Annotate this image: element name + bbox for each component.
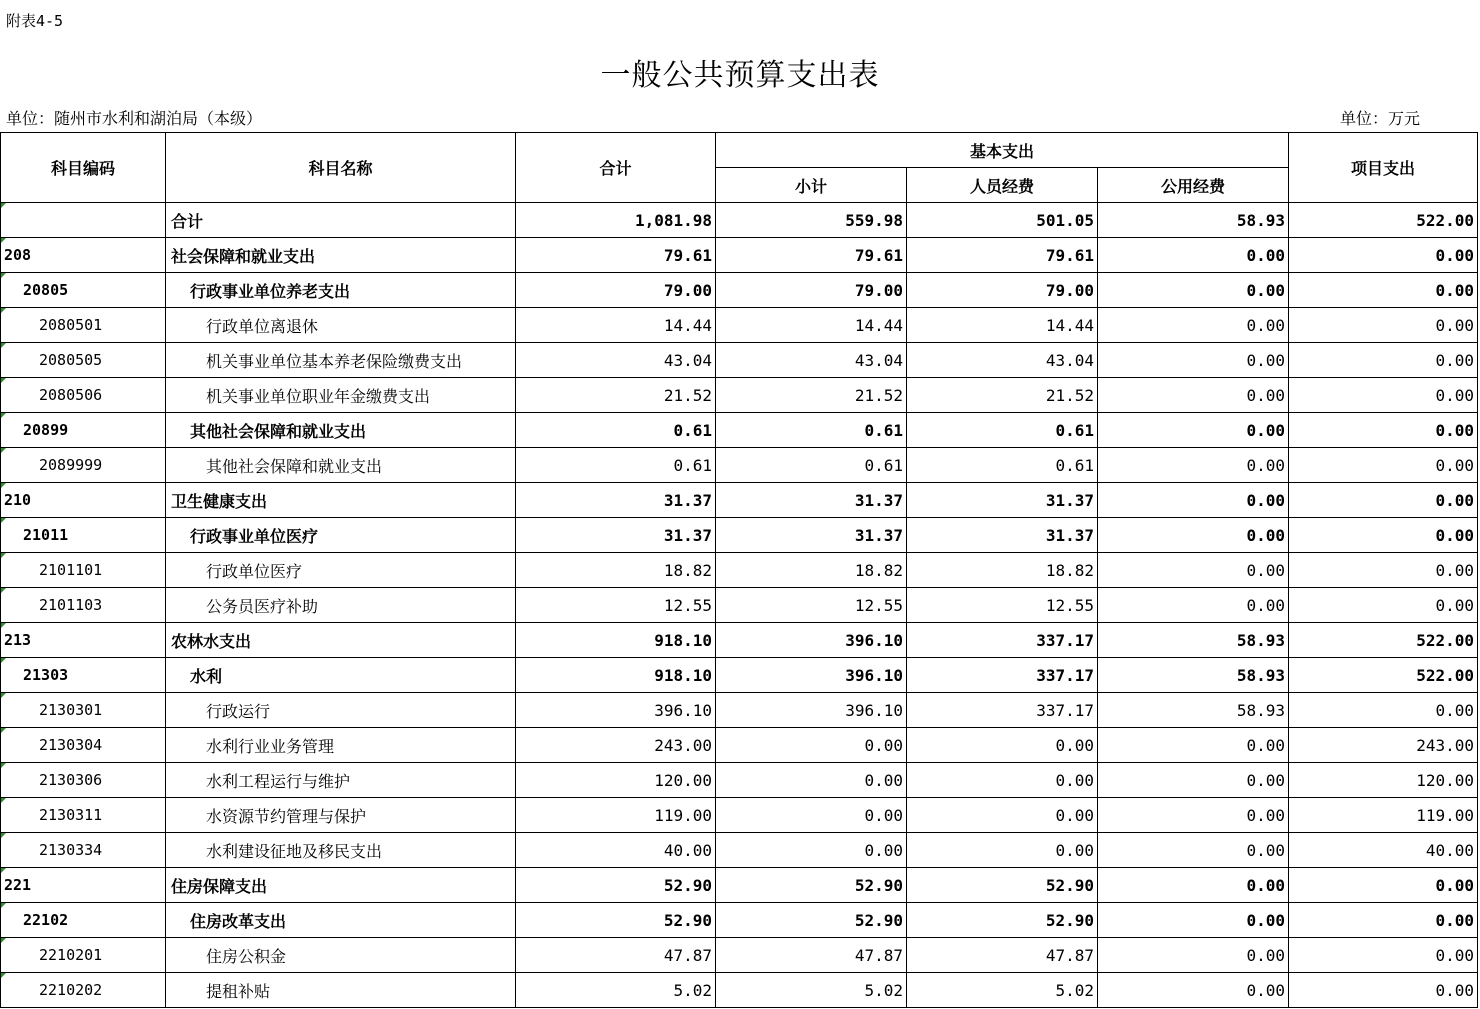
cell-subtotal: 0.00 [716, 728, 907, 763]
cell-total: 120.00 [516, 763, 716, 798]
cell-personnel: 12.55 [907, 588, 1098, 623]
cell-project: 0.00 [1289, 973, 1478, 1008]
cell-public: 0.00 [1098, 728, 1289, 763]
table-row [1, 518, 1478, 553]
cell-personnel: 79.61 [907, 238, 1098, 273]
table-row [1, 273, 1478, 308]
cell-public: 0.00 [1098, 343, 1289, 378]
cell-personnel: 0.00 [907, 833, 1098, 868]
cell-code: 210 [1, 483, 166, 518]
cell-personnel: 52.90 [907, 903, 1098, 938]
cell-subtotal: 47.87 [716, 938, 907, 973]
cell-project: 0.00 [1289, 693, 1478, 728]
cell-subtotal: 0.61 [716, 413, 907, 448]
cell-code: 208 [1, 238, 166, 273]
cell-name: 农林水支出 [166, 623, 516, 658]
cell-code [1, 203, 166, 238]
cell-project: 0.00 [1289, 518, 1478, 553]
cell-name: 住房改革支出 [166, 903, 516, 938]
cell-code: 2080506 [1, 378, 166, 413]
table-row [1, 728, 1478, 763]
cell-total: 918.10 [516, 658, 716, 693]
cell-subtotal: 0.00 [716, 833, 907, 868]
table-row [1, 203, 1478, 238]
cell-code: 2080505 [1, 343, 166, 378]
cell-project: 0.00 [1289, 273, 1478, 308]
table-row [1, 238, 1478, 273]
cell-name: 合计 [166, 203, 516, 238]
cell-code: 2089999 [1, 448, 166, 483]
budget-table [0, 132, 1478, 1008]
cell-public: 0.00 [1098, 483, 1289, 518]
cell-public: 0.00 [1098, 588, 1289, 623]
cell-personnel: 5.02 [907, 973, 1098, 1008]
cell-personnel: 337.17 [907, 693, 1098, 728]
cell-project: 522.00 [1289, 658, 1478, 693]
cell-name: 行政单位医疗 [166, 553, 516, 588]
cell-total: 243.00 [516, 728, 716, 763]
table-body [1, 203, 1478, 1008]
cell-personnel: 79.00 [907, 273, 1098, 308]
cell-subtotal: 31.37 [716, 483, 907, 518]
cell-project: 0.00 [1289, 448, 1478, 483]
cell-code: 2210202 [1, 973, 166, 1008]
cell-project: 119.00 [1289, 798, 1478, 833]
cell-name: 公务员医疗补助 [166, 588, 516, 623]
cell-code: 21011 [1, 518, 166, 553]
cell-personnel: 0.00 [907, 728, 1098, 763]
cell-total: 396.10 [516, 693, 716, 728]
table-row [1, 833, 1478, 868]
cell-total: 21.52 [516, 378, 716, 413]
cell-name: 水资源节约管理与保护 [166, 798, 516, 833]
cell-subtotal: 79.00 [716, 273, 907, 308]
table-row [1, 553, 1478, 588]
cell-total: 52.90 [516, 903, 716, 938]
cell-personnel: 47.87 [907, 938, 1098, 973]
table-row [1, 763, 1478, 798]
cell-public: 0.00 [1098, 448, 1289, 483]
cell-personnel: 337.17 [907, 658, 1098, 693]
attachment-note: 附表4-5 [6, 12, 64, 30]
cell-total: 18.82 [516, 553, 716, 588]
table-row [1, 623, 1478, 658]
cell-total: 918.10 [516, 623, 716, 658]
table-row [1, 868, 1478, 903]
cell-code: 2210201 [1, 938, 166, 973]
table-row [1, 413, 1478, 448]
cell-subtotal: 12.55 [716, 588, 907, 623]
cell-subtotal: 52.90 [716, 903, 907, 938]
table-row [1, 483, 1478, 518]
cell-project: 120.00 [1289, 763, 1478, 798]
cell-project: 0.00 [1289, 238, 1478, 273]
cell-name: 住房公积金 [166, 938, 516, 973]
cell-code: 21303 [1, 658, 166, 693]
cell-total: 31.37 [516, 483, 716, 518]
table-header [1, 133, 1478, 203]
cell-name: 行政事业单位养老支出 [166, 273, 516, 308]
cell-subtotal: 396.10 [716, 623, 907, 658]
cell-project: 0.00 [1289, 378, 1478, 413]
cell-subtotal: 14.44 [716, 308, 907, 343]
page-title: 一般公共预算支出表 [600, 58, 880, 93]
cell-subtotal: 21.52 [716, 378, 907, 413]
header-code: 科目编码 [1, 133, 166, 203]
cell-code: 2101101 [1, 553, 166, 588]
cell-subtotal: 79.61 [716, 238, 907, 273]
unit-organization: 单位：随州市水利和湖泊局（本级） [6, 109, 263, 128]
cell-total: 0.61 [516, 413, 716, 448]
unit-currency: 单位：万元 [1340, 109, 1421, 128]
cell-subtotal: 43.04 [716, 343, 907, 378]
cell-name: 水利行业业务管理 [166, 728, 516, 763]
table-row [1, 378, 1478, 413]
cell-code: 2130306 [1, 763, 166, 798]
cell-public: 0.00 [1098, 833, 1289, 868]
cell-code: 221 [1, 868, 166, 903]
cell-code: 2130311 [1, 798, 166, 833]
cell-personnel: 0.00 [907, 763, 1098, 798]
cell-project: 0.00 [1289, 868, 1478, 903]
cell-personnel: 501.05 [907, 203, 1098, 238]
cell-subtotal: 0.00 [716, 763, 907, 798]
cell-name: 水利建设征地及移民支出 [166, 833, 516, 868]
cell-name: 水利 [166, 658, 516, 693]
cell-public: 0.00 [1098, 798, 1289, 833]
cell-name: 提租补贴 [166, 973, 516, 1008]
cell-name: 水利工程运行与维护 [166, 763, 516, 798]
cell-project: 40.00 [1289, 833, 1478, 868]
cell-public: 0.00 [1098, 553, 1289, 588]
cell-public: 0.00 [1098, 938, 1289, 973]
cell-code: 2101103 [1, 588, 166, 623]
cell-total: 79.61 [516, 238, 716, 273]
cell-name: 其他社会保障和就业支出 [166, 448, 516, 483]
cell-total: 47.87 [516, 938, 716, 973]
cell-total: 12.55 [516, 588, 716, 623]
cell-total: 1,081.98 [516, 203, 716, 238]
cell-personnel: 18.82 [907, 553, 1098, 588]
cell-subtotal: 0.00 [716, 798, 907, 833]
cell-name: 卫生健康支出 [166, 483, 516, 518]
cell-project: 0.00 [1289, 483, 1478, 518]
cell-personnel: 43.04 [907, 343, 1098, 378]
cell-subtotal: 559.98 [716, 203, 907, 238]
table-row [1, 448, 1478, 483]
cell-subtotal: 0.61 [716, 448, 907, 483]
cell-public: 0.00 [1098, 273, 1289, 308]
table-row [1, 973, 1478, 1008]
cell-subtotal: 396.10 [716, 658, 907, 693]
cell-project: 0.00 [1289, 553, 1478, 588]
cell-code: 2130301 [1, 693, 166, 728]
cell-code: 2080501 [1, 308, 166, 343]
cell-code: 22102 [1, 903, 166, 938]
cell-subtotal: 396.10 [716, 693, 907, 728]
cell-project: 0.00 [1289, 413, 1478, 448]
cell-personnel: 0.61 [907, 448, 1098, 483]
cell-public: 0.00 [1098, 308, 1289, 343]
cell-public: 0.00 [1098, 903, 1289, 938]
cell-subtotal: 31.37 [716, 518, 907, 553]
cell-code: 2130304 [1, 728, 166, 763]
cell-personnel: 52.90 [907, 868, 1098, 903]
cell-code: 2130334 [1, 833, 166, 868]
cell-project: 0.00 [1289, 938, 1478, 973]
cell-total: 43.04 [516, 343, 716, 378]
cell-total: 0.61 [516, 448, 716, 483]
table-row [1, 658, 1478, 693]
table-row [1, 588, 1478, 623]
header-basic: 基本支出 [716, 133, 1289, 168]
cell-public: 58.93 [1098, 693, 1289, 728]
cell-personnel: 337.17 [907, 623, 1098, 658]
cell-total: 119.00 [516, 798, 716, 833]
cell-code: 213 [1, 623, 166, 658]
cell-subtotal: 52.90 [716, 868, 907, 903]
cell-public: 0.00 [1098, 238, 1289, 273]
header-public: 公用经费 [1098, 168, 1289, 203]
cell-name: 住房保障支出 [166, 868, 516, 903]
cell-project: 0.00 [1289, 588, 1478, 623]
header-name: 科目名称 [166, 133, 516, 203]
cell-name: 机关事业单位基本养老保险缴费支出 [166, 343, 516, 378]
header-total: 合计 [516, 133, 716, 203]
cell-code: 20899 [1, 413, 166, 448]
cell-project: 0.00 [1289, 903, 1478, 938]
cell-public: 58.93 [1098, 203, 1289, 238]
cell-total: 14.44 [516, 308, 716, 343]
cell-name: 机关事业单位职业年金缴费支出 [166, 378, 516, 413]
cell-project: 243.00 [1289, 728, 1478, 763]
cell-name: 行政事业单位医疗 [166, 518, 516, 553]
cell-project: 522.00 [1289, 623, 1478, 658]
header-subtotal: 小计 [716, 168, 907, 203]
table-row [1, 693, 1478, 728]
cell-personnel: 21.52 [907, 378, 1098, 413]
cell-total: 52.90 [516, 868, 716, 903]
cell-public: 0.00 [1098, 868, 1289, 903]
cell-public: 0.00 [1098, 413, 1289, 448]
cell-name: 行政单位离退休 [166, 308, 516, 343]
cell-project: 0.00 [1289, 343, 1478, 378]
cell-name: 行政运行 [166, 693, 516, 728]
cell-project: 0.00 [1289, 308, 1478, 343]
cell-name: 社会保障和就业支出 [166, 238, 516, 273]
table-row [1, 343, 1478, 378]
table-row [1, 308, 1478, 343]
cell-total: 31.37 [516, 518, 716, 553]
cell-subtotal: 5.02 [716, 973, 907, 1008]
table-row [1, 903, 1478, 938]
cell-total: 79.00 [516, 273, 716, 308]
cell-personnel: 0.00 [907, 798, 1098, 833]
table-row [1, 938, 1478, 973]
cell-public: 58.93 [1098, 623, 1289, 658]
cell-public: 0.00 [1098, 973, 1289, 1008]
cell-code: 20805 [1, 273, 166, 308]
cell-public: 0.00 [1098, 518, 1289, 553]
cell-subtotal: 18.82 [716, 553, 907, 588]
table-row [1, 798, 1478, 833]
cell-personnel: 0.61 [907, 413, 1098, 448]
cell-personnel: 14.44 [907, 308, 1098, 343]
header-personnel: 人员经费 [907, 168, 1098, 203]
cell-personnel: 31.37 [907, 483, 1098, 518]
cell-total: 40.00 [516, 833, 716, 868]
cell-total: 5.02 [516, 973, 716, 1008]
cell-public: 0.00 [1098, 763, 1289, 798]
cell-project: 522.00 [1289, 203, 1478, 238]
cell-personnel: 31.37 [907, 518, 1098, 553]
header-project: 项目支出 [1289, 133, 1478, 203]
cell-name: 其他社会保障和就业支出 [166, 413, 516, 448]
cell-public: 0.00 [1098, 378, 1289, 413]
cell-public: 58.93 [1098, 658, 1289, 693]
